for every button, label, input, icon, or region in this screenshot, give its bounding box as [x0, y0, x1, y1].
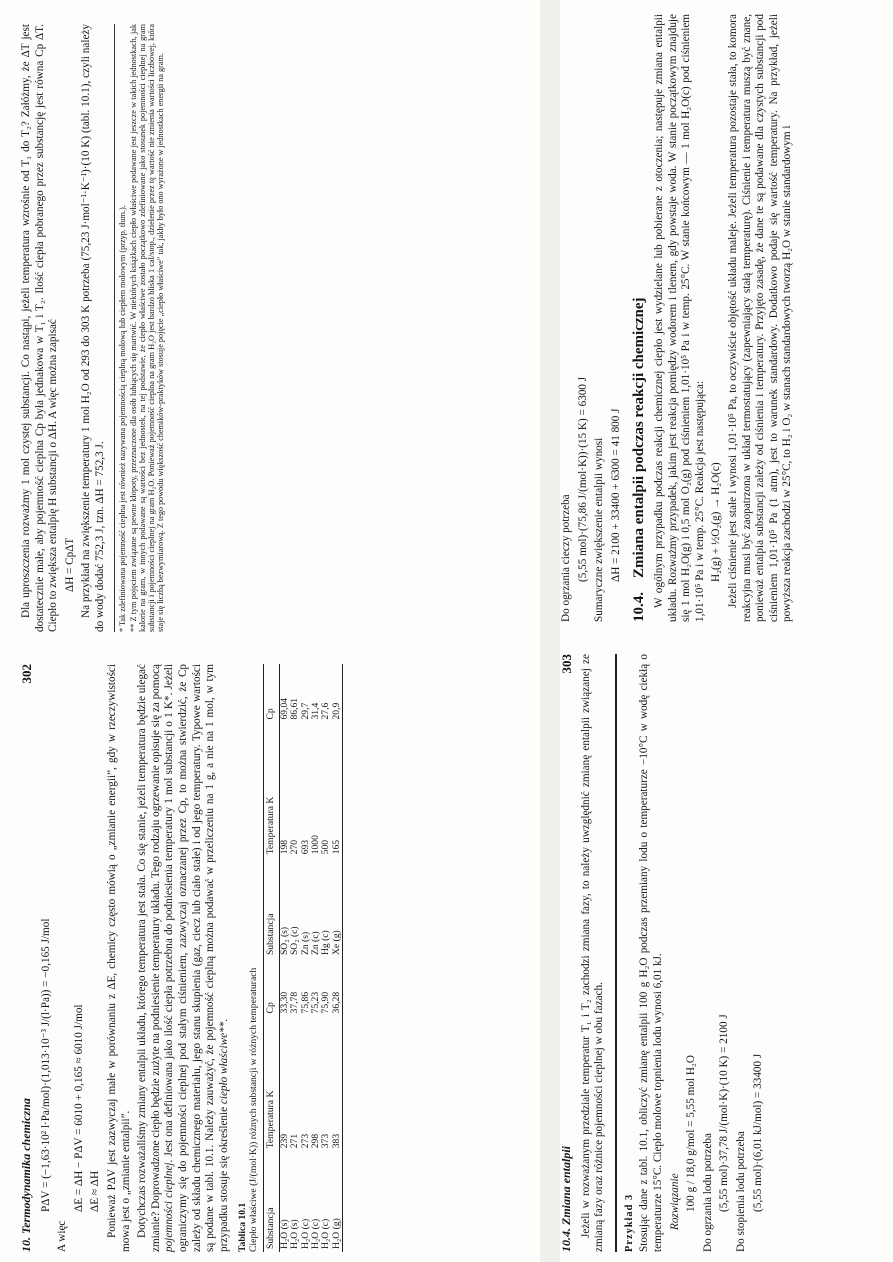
page-number: 303 — [559, 654, 574, 674]
table-cell: 33,30 37,78 75,86 75,23 75,90 36,28 — [279, 958, 342, 1016]
divider — [615, 654, 617, 1252]
text-line: Do stopienia lodu potrzeba — [734, 1131, 747, 1252]
table-header-row — [264, 664, 279, 1252]
table-cell: SO₂ (s) SO₂ (c) Zn (s) Zn (c) Hg (c) Xe (g) — [279, 857, 342, 958]
table-row — [279, 664, 342, 1252]
equation: ΔE ≈ ΔH — [89, 1170, 102, 1212]
footnote: * Tak zdefiniowana pojemność cieplna jest również nazywana pojemnością cieplną molową lub ciepłem molowym (przyp. tłum.). — [117, 205, 127, 632]
equation: ΔH = 2100 + 33400 + 6300 = 41 800 J — [609, 408, 622, 582]
specific-heat-table — [263, 664, 343, 1252]
solution-label: Rozwiązanie — [668, 1173, 681, 1230]
paragraph: Ponieważ PΔV jest zazwyczaj małe w porównaniu z ΔE, chemicy często mówią o „zmianie energii”, gdy w rzeczywistości mowa jest o „zmianie entalpii”. — [105, 664, 132, 1252]
page-303-column-a — [560, 648, 880, 1258]
table-cell: 69,04 86,61 29,7 31,4 27,6 20,9 — [279, 664, 342, 722]
paragraph: W ogólnym przypadku podczas reakcji chemicznej ciepło jest wydzielane lub pobierane z otoczenia; następuje zmiana entalpii układu. Rozważmy przypadek, jakim jest reakcja pomiędzy wodorem i tlenem, gdy powstaje woda. W stanie początkowym znajduje się 1 mol H₂O(g) i 0,5 mol O₂(g) pod ciśnieniem 1,01·10⁵ Pa i w temp. 25°C. W stanie końcowym — 1 mol H₂O(c) pod ciśnieniem 1,01·10⁵ Pa i w temp. 25°C. Reakcja jest następująca: — [652, 14, 706, 622]
text-line: Sumaryczne zwiększenie entalpii wynosi — [593, 437, 606, 622]
equation: 100 g / 18,0 g/mol = 5,55 mol H₂O — [685, 1055, 698, 1212]
page-303 — [560, 4, 880, 1258]
paragraph: Dla uproszczenia rozważmy 1 mol czystej substancji. Co nastąpi, jeżeli temperatura wzrośnie od T₁ do T₂? Załóżmy, że ΔT jest dostatecznie małe, aby pojemność cieplna Cp była jednakowa w T₁ i T₂. Ilość ciepła pobranego przez substancję jest równa Cp ΔT. Ciepło to zwiększa entalpię H substancji o ΔH. A więc można zapisać — [20, 24, 60, 632]
table-caption-text: Ciepło właściwe (J/(mol·K)) różnych substancji w różnych temperaturach — [248, 967, 260, 1252]
paragraph: Na przykład na zwiększenie temperatury 1 mol H₂O od 293 do 303 K potrzeba (75,23 J·mol⁻¹·K⁻¹)·(10 K) (tabl. 10.1), czyli należy do wody dodać 752,3 J, tzn. ΔH = 752,3 J. — [80, 24, 106, 632]
table-title: Tablica 10.1 — [237, 1202, 249, 1252]
table-cell: H₂O (s) H₂O (s) H₂O (c) H₂O (c) H₂O (c) H₂O (g) — [279, 1151, 342, 1252]
table-cell: 239 271 273 298 373 383 — [279, 1016, 342, 1151]
footnote: ** Z tym pojęciem związane są pewne kłopoty, przeznaczone dla osób lubiących się martwić. W niektórych książkach ciepło właściwe podawane jest jeszcze w takich jednostkach, jak kalorie na gram, w innych podawane są wartości bez jednostek, na tej podstawie, że ciepło właściwe zostało początkowo zdefiniowane jako stosunek pojemności cieplnej na gram substancji i pojemności cieplnej na gram H₂O. Ponieważ pojemność cieplna na gram H₂O jest bardzo bliska 1 cal/stop., dzielenie przez tę wartość nie zmienia wartości liczbowej, która staje się liczbą bezwymiarową. Z tego powodu większość chemików-praktyków stosuje pojęcie „ciepło właściwe” tak, jakby było ono wyrażone w jednostkach energii na gram. — [128, 24, 166, 632]
reaction-equation: H₂(g) + ½O₂(g) → H₂O(c) — [710, 462, 723, 582]
running-head-title: 10.4. Zmiana entalpii — [559, 1145, 573, 1252]
paragraph: Stosując dane z tabl. 10.1, obliczyć zmianę entalpii 100 g H₂O podczas przemiany lodu o temperaturze −10°C w wodę ciekłą o temperaturze 15°C. Ciepło molowe topnienia lodu wynosi 6,01 kJ. — [638, 654, 664, 1252]
section-title: Zmiana entalpii podczas reakcji chemicznej — [631, 297, 648, 578]
equation: PΔV = (−1,63·10² l·Pa/mol)·(1,013·10⁻³ J/(l·Pa)) = −0,165 J/mol — [39, 918, 52, 1212]
page-302-column-a — [20, 658, 540, 1258]
text-line: Do ogrzania cieczy potrzeba — [560, 494, 572, 622]
equation: (5,55 mol)·(75,86 J/(mol·K))·(15 K) = 6300 J — [576, 376, 589, 582]
text-line: Do ogrzania lodu potrzeba — [701, 1133, 714, 1252]
table-cell: 198 270 693 1000 500 165 — [279, 722, 342, 857]
example-title: Przykład 3 — [623, 1193, 635, 1252]
paragraph: Dotychczas rozważaliśmy zmiany entalpii układu, którego temperatura jest stała. Co się stanie, jeżeli temperatura będzie ulegać zmianie? Doprowadzone ciepło będzie zużyte na podniesienie temperatury układu. Tego rodzaju ogrzewanie opisuje się za pomocą pojemności cieplnej. Jest ona definiowana jako ilość ciepła potrzebna do podniesienia temperatury 1 mol substancji o 1 K*. Jeżeli ograniczymy się do pojemności cieplnej pod stałym ciśnieniem, zazwyczaj oznaczanej przez Cp, to można stwierdzić, że Cp zależy od składu chemicznego materiału, jego stanu skupienia (gaz, ciecz lub ciało stałe) i od jego temperatury. Typowe wartości są podane w tabl. 10.1. Należy zauważyć, że pojemność cieplną można podawać w przeliczeniu na 1 g, a nie na 1 mol, w tym przypadku stosuje się określenie ciepło właściwe**. — [136, 663, 230, 1252]
footnotes — [114, 24, 166, 632]
paragraph: Jeżeli ciśnienie jest stałe i wynosi 1,01·10⁵ Pa, to oczywiście objętość układu maleje. Jeżeli temperatura pozostaje stała, to komora reakcyjna musi być zaopatrzona w układ termostatujący (zapewniający stałą temperaturę). Ciśnienie i temperatura muszą być znane, ponieważ entalpia substancji zależy od ciśnienia i temperatury. Przyjęto zasadę, że dane te są podawane dla czystych substancji pod ciśnieniem 1,01·10⁵ Pa (1 atm), jest to warunek standardowy. Dodatkowo podaje się wartość temperatury. Na przykład, jeżeli powyższa reakcja zachodzi w 25°C, to H₂ i O₂ w stanach standardowych tworzą H₂O w stanie standardowym i — [726, 14, 794, 622]
table-header: Substancja — [264, 1151, 279, 1252]
section-number: 10.4. — [631, 592, 648, 622]
table-header: Temperatura K — [264, 1016, 279, 1151]
text-line: A więc — [56, 1220, 69, 1252]
equation: (5,55 mol)·37,78 J/(mol·K)·(10 K) = 2100 J — [718, 1014, 731, 1212]
table-header: Cp — [264, 958, 279, 1016]
running-head-title: 10. Termodynamika chemiczna — [19, 1098, 33, 1252]
table-header: Cp — [264, 664, 279, 722]
page-303-column-b — [560, 8, 880, 628]
equation: ΔE = ΔH − PΔV = 6010 + 0,165 ≈ 6010 J/mol — [72, 1004, 85, 1212]
paragraph: Jeżeli w rozważanym przedziale temperatur T₁ i T₂ zachodzi zmiana fazy, to należy uwzględnić zmianę entalpii związanej ze zmianą fazy oraz różnice pojemności cieplnej w obu fazach. — [579, 654, 606, 1252]
running-head — [20, 664, 34, 1252]
table-header: Substancja — [264, 857, 279, 958]
equation: (5,55 mol)·(6,01 kJ/mol) = 33400 J — [751, 1053, 764, 1212]
table-caption — [237, 664, 259, 1252]
running-head — [560, 654, 574, 1252]
equation: ΔH = CpΔT — [63, 537, 76, 592]
page-302-column-b — [20, 18, 540, 638]
section-heading — [633, 14, 647, 622]
page-302 — [20, 4, 540, 1258]
page-gutter — [540, 0, 560, 1262]
table-header: Temperatura K — [264, 722, 279, 857]
page-number: 302 — [19, 664, 34, 684]
